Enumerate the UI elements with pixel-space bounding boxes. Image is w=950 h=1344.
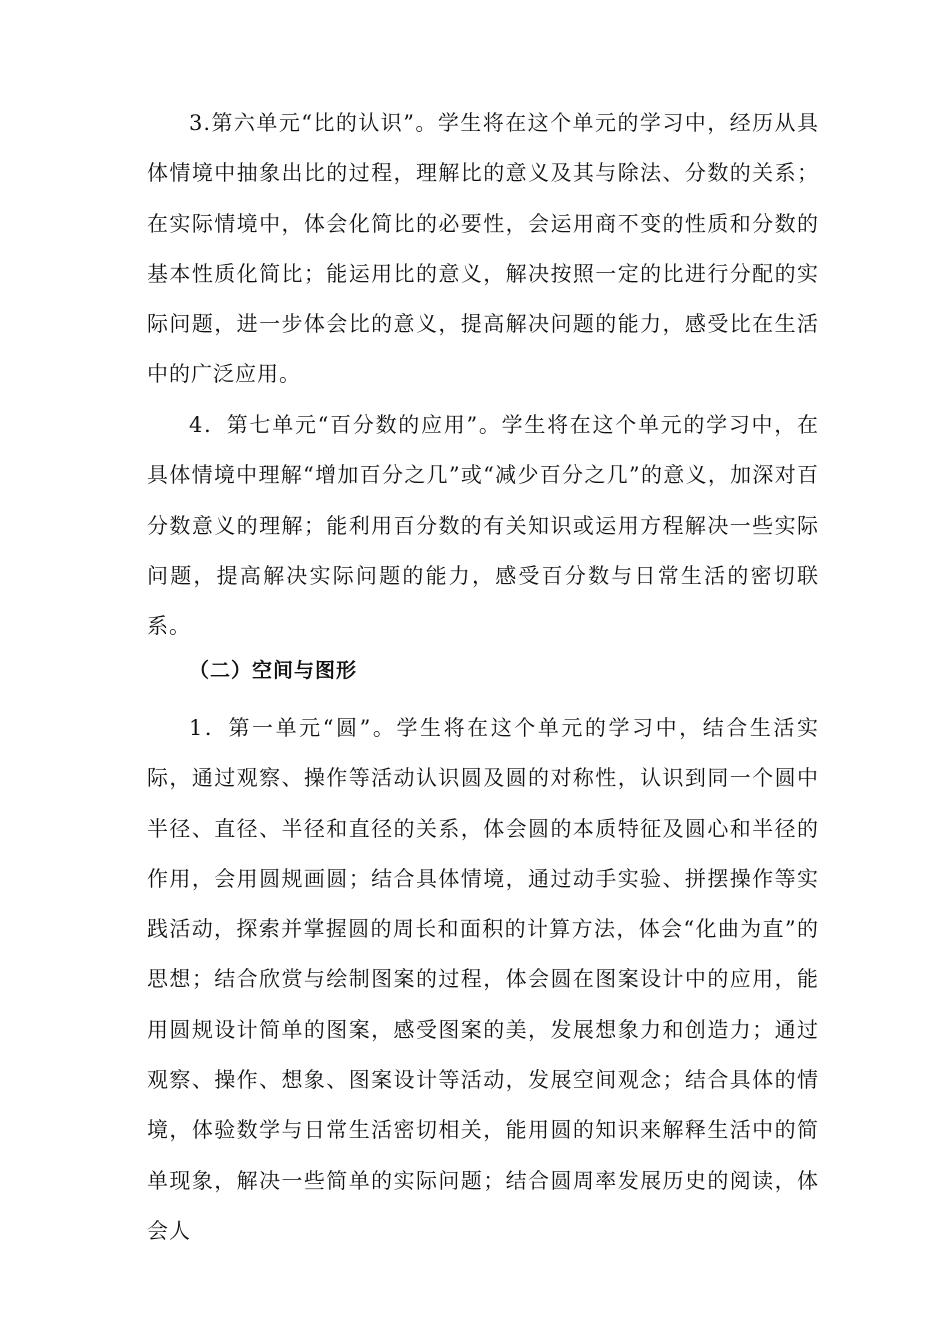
paragraph-unit-one-circle: 1．第一单元“圆”。学生将在这个单元的学习中，结合生活实际，通过观察、操作等活动认识圆及圆的对称性，认识到同一个圆中半径、直径、半径和直径的关系，体会圆的本质特征及圆心和半径的作用，会用圆规画圆；结合具体情境，通过动手实验、拼摆操作等实践活动，探索并掌握圆的周长和面积的计算方法，体会“化曲为直”的思想；结合欣赏与绘制图案的过程，体会圆在图案设计中的应用，能用圆规设计简单的图案，感受图案的美，发展想象力和创造力；通过观察、操作、想象、图案设计等活动，发展空间观念；结合具体的情境，体验数学与日常生活密切相关，能用圆的知识来解释生活中的简单现象，解决一些简单的实际问题；结合圆周率发展历史的阅读，体会人: [147, 716, 819, 1243]
section-heading-space-and-shape: （二）空间与图形: [189, 658, 357, 682]
paragraph-unit-six-ratio: 3.第六单元“比的认识”。学生将在这个单元的学习中，经历从具体情境中抽象出比的过程，理解比的意义及其与除法、分数的关系；在实际情境中，体会化简比的必要性，会运用商不变的性质和分数的基本性质化简比；能运用比的意义，解决按照一定的比进行分配的实际问题，进一步体会比的意义，提高解决问题的能力，感受比在生活中的广泛应用。: [147, 111, 819, 387]
paragraph-unit-seven-percent: 4．第七单元“百分数的应用”。学生将在这个单元的学习中，在具体情境中理解“增加百分之几”或“减少百分之几”的意义，加深对百分数意义的理解；能利用百分数的有关知识或运用方程解决一些实际问题，提高解决实际问题的能力，感受百分数与日常生活的密切联系。: [147, 413, 819, 639]
